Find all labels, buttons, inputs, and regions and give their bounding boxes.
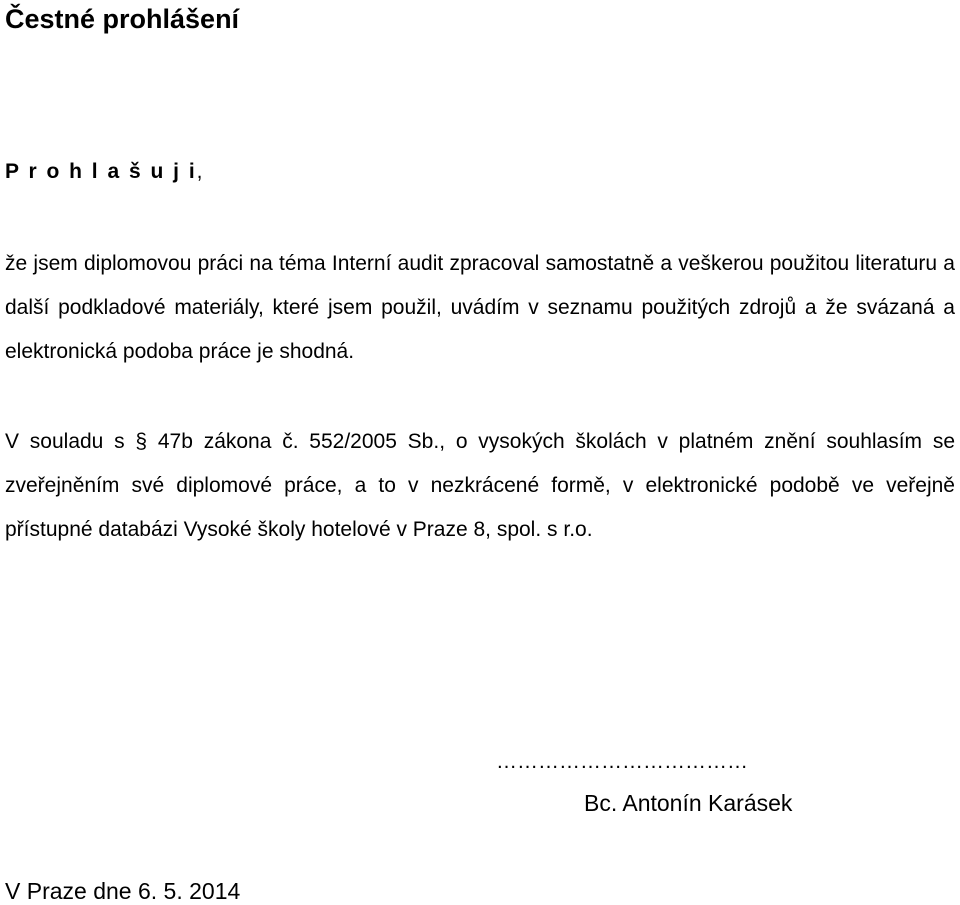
declaration-suffix: ,	[196, 160, 203, 183]
declaration-heading	[5, 159, 203, 185]
signer-name: Bc. Antonín Karásek	[584, 790, 793, 816]
signature-line: ………………………………	[496, 750, 748, 773]
document-title: Čestné prohlášení	[5, 4, 240, 34]
place-and-date: V Praze dne 6. 5. 2014	[5, 878, 241, 904]
declaration-word: P r o h l a š u j i	[5, 160, 197, 183]
consent-paragraph: V souladu s § 47b zákona č. 552/2005 Sb., o vysokých školách v platném znění souhlasím se zveřejněním své diplomové práce, a to v nezkrácené formě, v elektronické podobě ve veřejně přístupné databázi Vysoké školy hotelové v Praze 8, spol. s r.o.	[5, 430, 955, 541]
statement-paragraph: že jsem diplomovou práci na téma Interní audit zpracoval samostatně a veškerou použitou literaturu a další podkladové materiály, které jsem použil, uvádím v seznamu použitých zdrojů a že svázaná a elektronická podoba práce je shodná.	[5, 252, 955, 363]
